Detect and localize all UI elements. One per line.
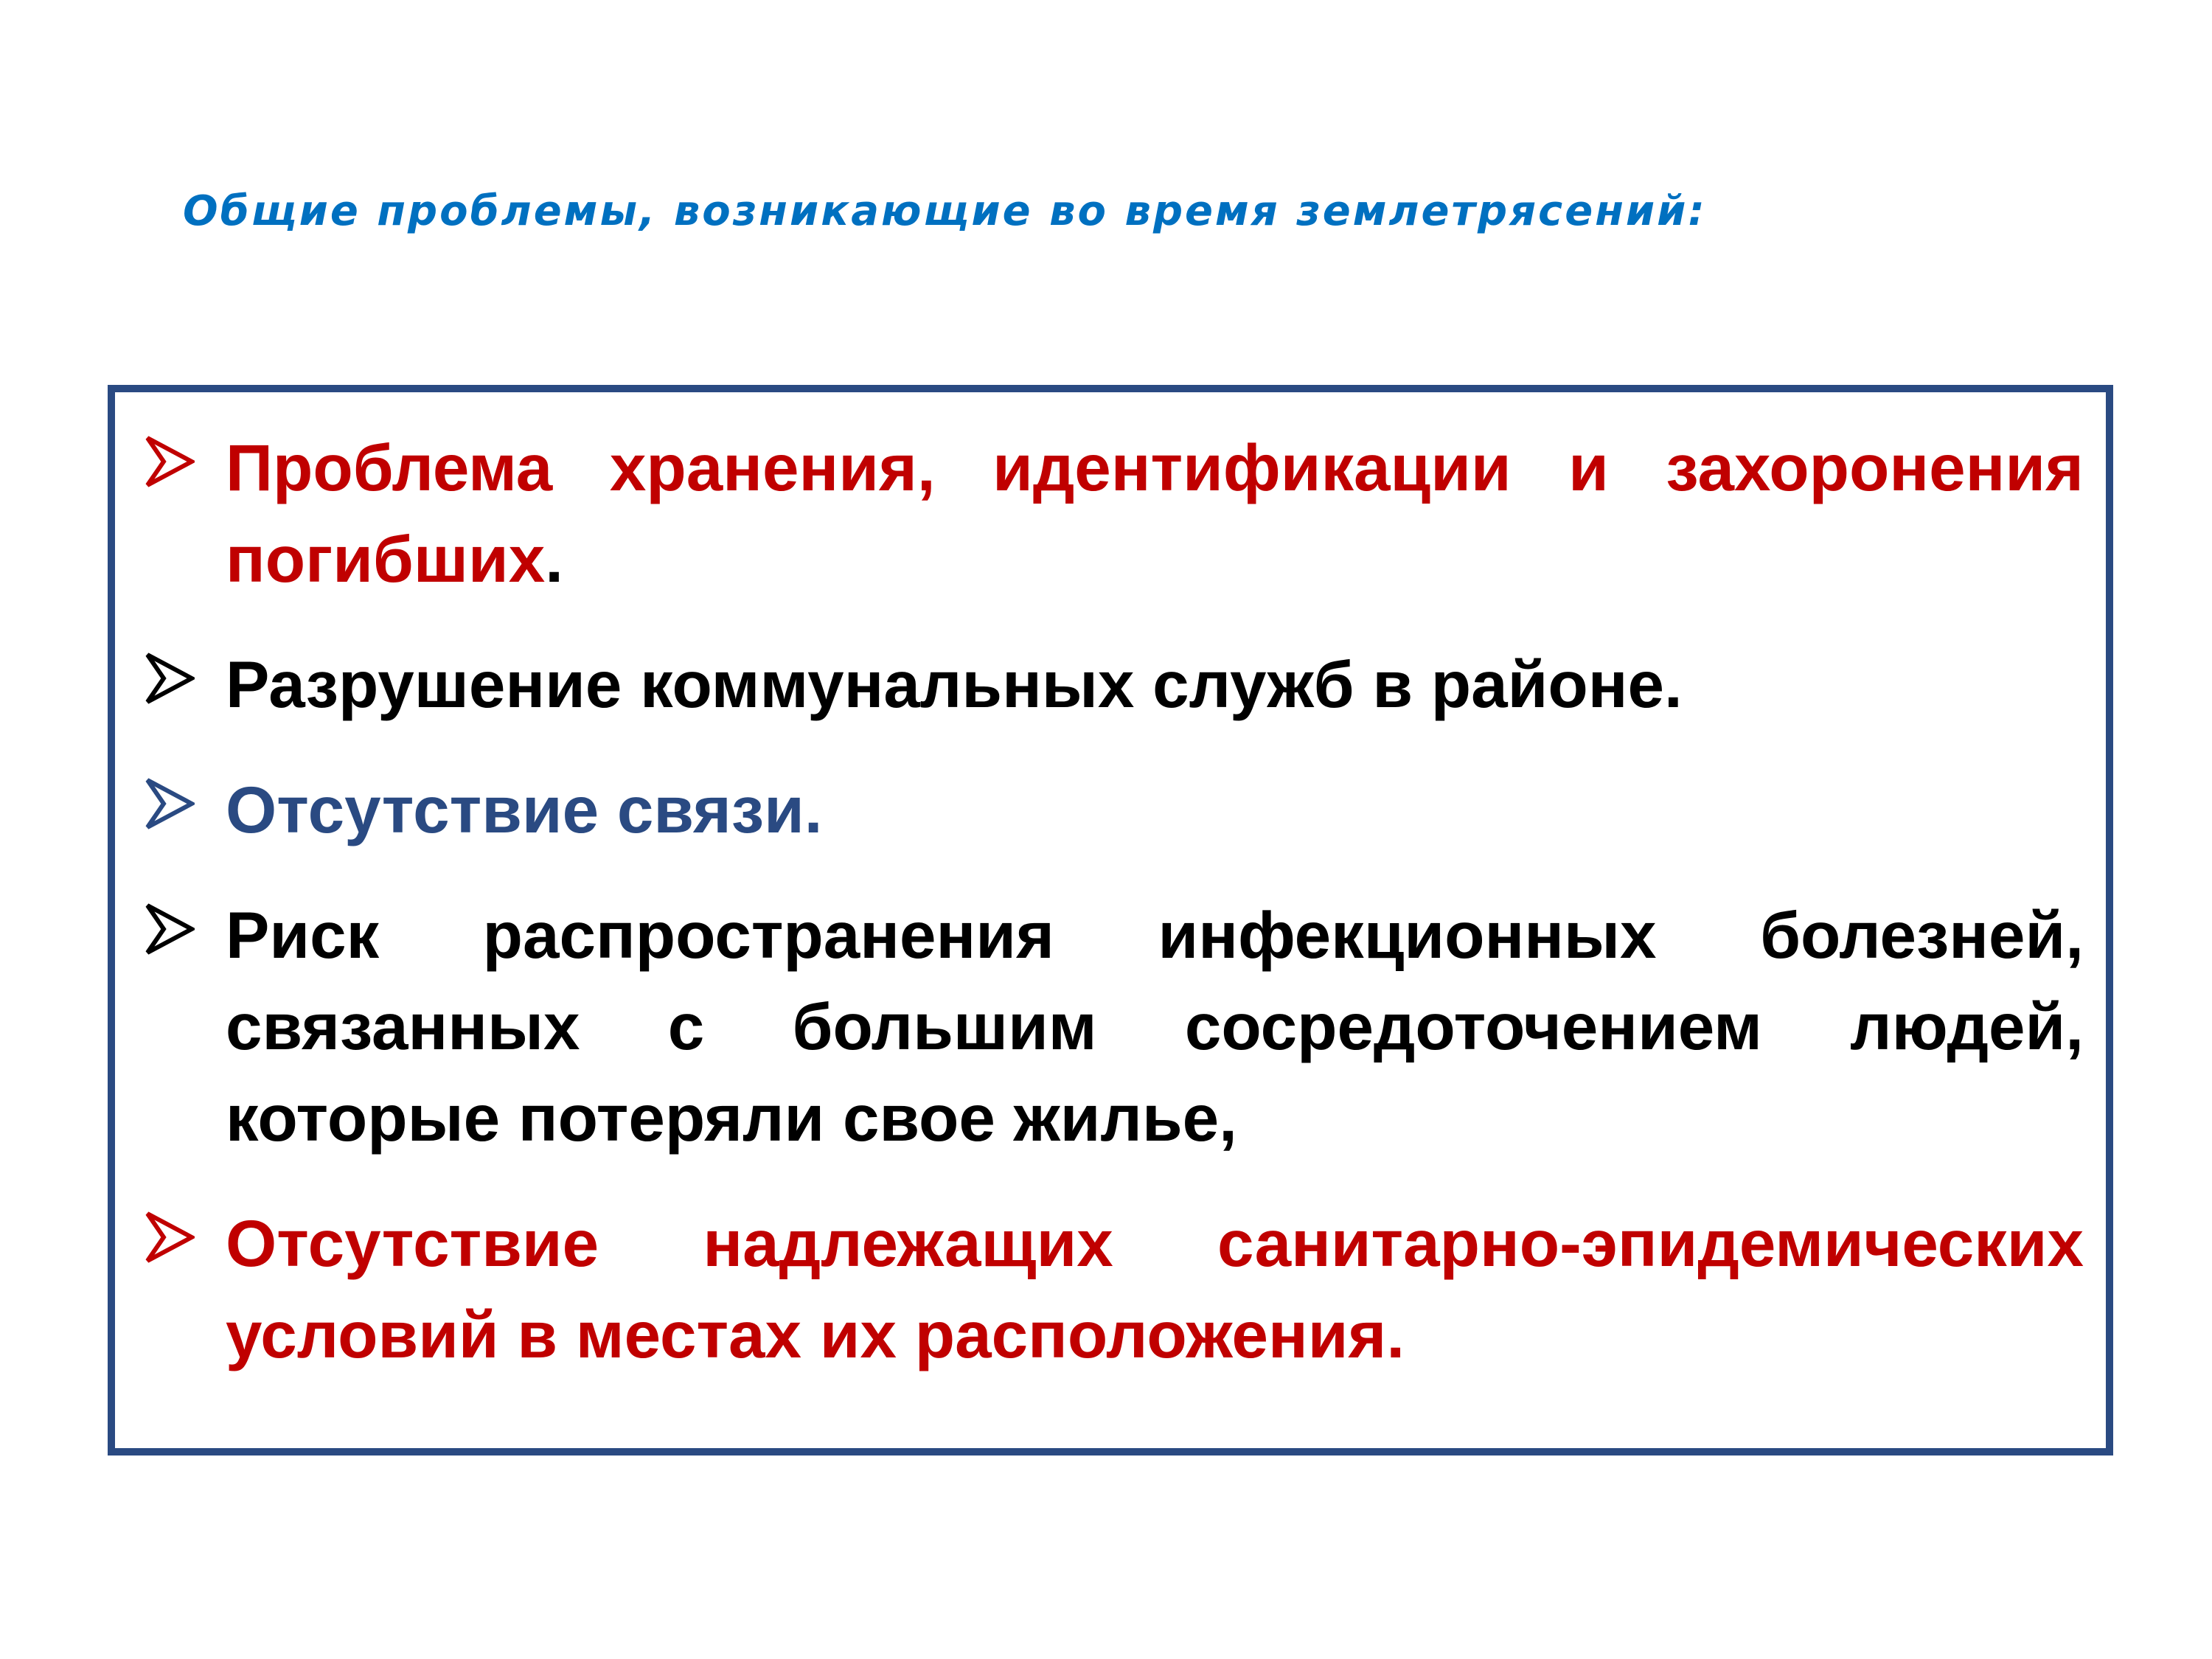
bullet-list: [145, 422, 2084, 1414]
bullet-main-text: Проблема хранения, идентификации и захоронения погибших: [226, 431, 2084, 596]
bullet-text: [226, 639, 2084, 730]
bullet-main-text: Отсутствие связи.: [226, 773, 823, 846]
list-item: [145, 1197, 2084, 1380]
list-item: [145, 764, 2084, 855]
list-item: [145, 889, 2084, 1164]
bullet-text: [226, 422, 2084, 605]
bullet-text: [226, 1197, 2084, 1380]
bullet-text: [226, 889, 2084, 1164]
arrowhead-bullet-icon: [145, 652, 195, 705]
arrowhead-bullet-icon: [145, 435, 195, 488]
content-box: [108, 385, 2113, 1455]
page-title: Общие проблемы, возникающие во время землетрясений:: [183, 187, 1707, 235]
arrowhead-bullet-icon: [145, 777, 195, 830]
list-item: [145, 422, 2084, 605]
arrowhead-bullet-icon: [145, 1211, 195, 1264]
bullet-main-text: Отсутствие надлежащих санитарно-эпидемических условий в местах их расположения: [226, 1206, 2084, 1371]
bullet-end-mark: .: [545, 522, 564, 596]
bullet-main-text: Разрушение коммунальных служб в районе.: [226, 647, 1683, 721]
list-item: [145, 639, 2084, 730]
bullet-main-text: Риск распространения инфекционных болезней, связанных с большим сосредоточением людей, которые потеряли свое жилье,: [226, 898, 2084, 1155]
arrowhead-bullet-icon: [145, 902, 195, 956]
bullet-text: [226, 764, 2084, 855]
bullet-end-mark: .: [1386, 1298, 1405, 1371]
